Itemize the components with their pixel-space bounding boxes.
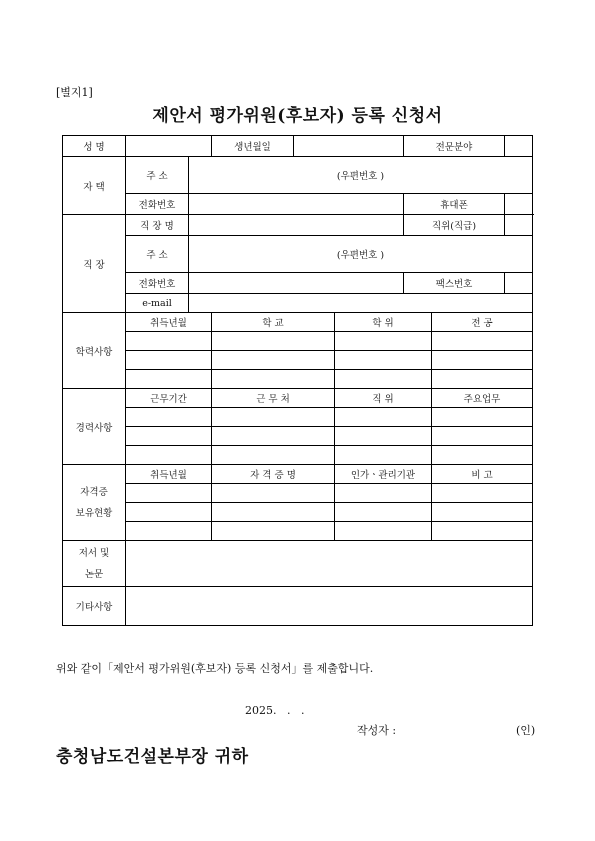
application-form	[62, 135, 533, 626]
education-cell[interactable]	[432, 351, 533, 370]
career-header: 주요업무	[432, 389, 533, 408]
certs-cell[interactable]	[212, 522, 335, 541]
education-label: 학력사항	[63, 313, 126, 389]
form-title: 제안서 평가위원(후보자) 등록 신청서	[152, 106, 443, 126]
career-cell[interactable]	[212, 446, 335, 465]
certs-row	[63, 522, 533, 541]
name-field[interactable]	[126, 136, 212, 157]
certs-cell[interactable]	[432, 522, 533, 541]
career-cell[interactable]	[126, 446, 212, 465]
papers-field[interactable]	[126, 541, 533, 587]
certs-header: 비 고	[432, 465, 533, 484]
career-cell[interactable]	[335, 427, 432, 446]
career-row	[63, 427, 533, 446]
name-row	[63, 136, 533, 157]
certs-label	[63, 465, 126, 541]
career-cell[interactable]	[212, 408, 335, 427]
career-row	[63, 446, 533, 465]
papers-row	[63, 541, 533, 587]
papers-label-line1: 저서 및	[78, 547, 110, 559]
career-label: 경력사항	[63, 389, 126, 465]
work-address-label: 주 소	[126, 236, 189, 273]
career-cell[interactable]	[335, 408, 432, 427]
email-row	[63, 294, 533, 313]
education-cell[interactable]	[335, 351, 432, 370]
home-label: 자 택	[63, 157, 126, 215]
certs-header-row	[63, 465, 533, 484]
birth-field[interactable]	[294, 136, 404, 157]
work-phone-field[interactable]	[189, 273, 404, 294]
education-cell[interactable]	[432, 332, 533, 351]
work-phone-row	[63, 273, 533, 294]
work-address-field[interactable]: (우편번호 )	[189, 236, 533, 273]
field-label: 전문분야	[404, 136, 505, 157]
fax-field[interactable]	[505, 273, 533, 294]
date-line: 2025. . .	[245, 704, 305, 717]
name-label: 성 명	[63, 136, 126, 157]
home-phone-row	[63, 194, 533, 215]
certs-cell[interactable]	[432, 484, 533, 503]
etc-label: 기타사항	[63, 587, 126, 626]
mobile-label: 휴대폰	[404, 194, 505, 215]
annex-tag: [별지1]	[56, 86, 93, 99]
certs-cell[interactable]	[335, 503, 432, 522]
education-row	[63, 370, 533, 389]
work-address-row	[63, 236, 533, 273]
career-header-row	[63, 389, 533, 408]
certs-cell[interactable]	[432, 503, 533, 522]
career-cell[interactable]	[126, 427, 212, 446]
work-name-label: 직 장 명	[126, 215, 189, 236]
certs-cell[interactable]	[126, 503, 212, 522]
education-header: 취득년월	[126, 313, 212, 332]
education-cell[interactable]	[335, 332, 432, 351]
certs-row	[63, 503, 533, 522]
education-cell[interactable]	[126, 351, 212, 370]
education-header: 학 교	[212, 313, 335, 332]
education-cell[interactable]	[335, 370, 432, 389]
certs-label-line1: 자격증	[80, 486, 108, 498]
mobile-field[interactable]	[505, 194, 533, 215]
etc-row	[63, 587, 533, 626]
education-row	[63, 351, 533, 370]
education-cell[interactable]	[126, 370, 212, 389]
certs-cell[interactable]	[212, 484, 335, 503]
career-header: 직 위	[335, 389, 432, 408]
certs-header: 인가ㆍ관리기관	[335, 465, 432, 484]
certs-cell[interactable]	[335, 522, 432, 541]
certs-row	[63, 484, 533, 503]
work-name-field[interactable]	[189, 215, 404, 236]
career-cell[interactable]	[335, 446, 432, 465]
home-phone-label: 전화번호	[126, 194, 189, 215]
career-cell[interactable]	[432, 408, 533, 427]
work-phone-label: 전화번호	[126, 273, 189, 294]
career-header: 근 무 처	[212, 389, 335, 408]
work-name-row	[63, 215, 533, 236]
field-field[interactable]	[505, 136, 533, 157]
fax-label: 팩스번호	[404, 273, 505, 294]
education-row	[63, 332, 533, 351]
certs-label-line2: 보유현황	[75, 507, 113, 519]
email-label: e-mail	[126, 294, 189, 313]
home-address-label: 주 소	[126, 157, 189, 194]
education-cell[interactable]	[212, 351, 335, 370]
career-row	[63, 408, 533, 427]
home-phone-field[interactable]	[189, 194, 404, 215]
career-cell[interactable]	[432, 427, 533, 446]
education-header: 학 위	[335, 313, 432, 332]
education-header-row	[63, 313, 533, 332]
certs-header: 취득년월	[126, 465, 212, 484]
education-header: 전 공	[432, 313, 533, 332]
writer-label: 작성자 :	[357, 724, 397, 737]
work-label: 직 장	[63, 215, 126, 313]
education-cell[interactable]	[212, 332, 335, 351]
etc-field[interactable]	[126, 587, 533, 626]
position-field[interactable]	[505, 215, 533, 236]
education-cell[interactable]	[212, 370, 335, 389]
certs-header: 자 격 증 명	[212, 465, 335, 484]
email-field[interactable]	[189, 294, 533, 313]
birth-label: 생년월일	[212, 136, 294, 157]
career-cell[interactable]	[212, 427, 335, 446]
seal-mark: (인)	[516, 724, 536, 737]
education-cell[interactable]	[126, 332, 212, 351]
career-header: 근무기간	[126, 389, 212, 408]
certs-cell[interactable]	[126, 484, 212, 503]
papers-label-line2: 논문	[84, 568, 104, 580]
position-label: 직위(직급)	[404, 215, 505, 236]
home-address-row	[63, 157, 533, 194]
certs-cell[interactable]	[335, 484, 432, 503]
career-cell[interactable]	[126, 408, 212, 427]
career-cell[interactable]	[432, 446, 533, 465]
home-address-field[interactable]: (우편번호 )	[189, 157, 533, 194]
addressee: 충청남도건설본부장 귀하	[56, 747, 249, 767]
submission-statement: 위와 같이「제안서 평가위원(후보자) 등록 신청서」를 제출합니다.	[56, 662, 374, 675]
papers-label	[63, 541, 126, 587]
certs-cell[interactable]	[212, 503, 335, 522]
education-cell[interactable]	[432, 370, 533, 389]
certs-cell[interactable]	[126, 522, 212, 541]
